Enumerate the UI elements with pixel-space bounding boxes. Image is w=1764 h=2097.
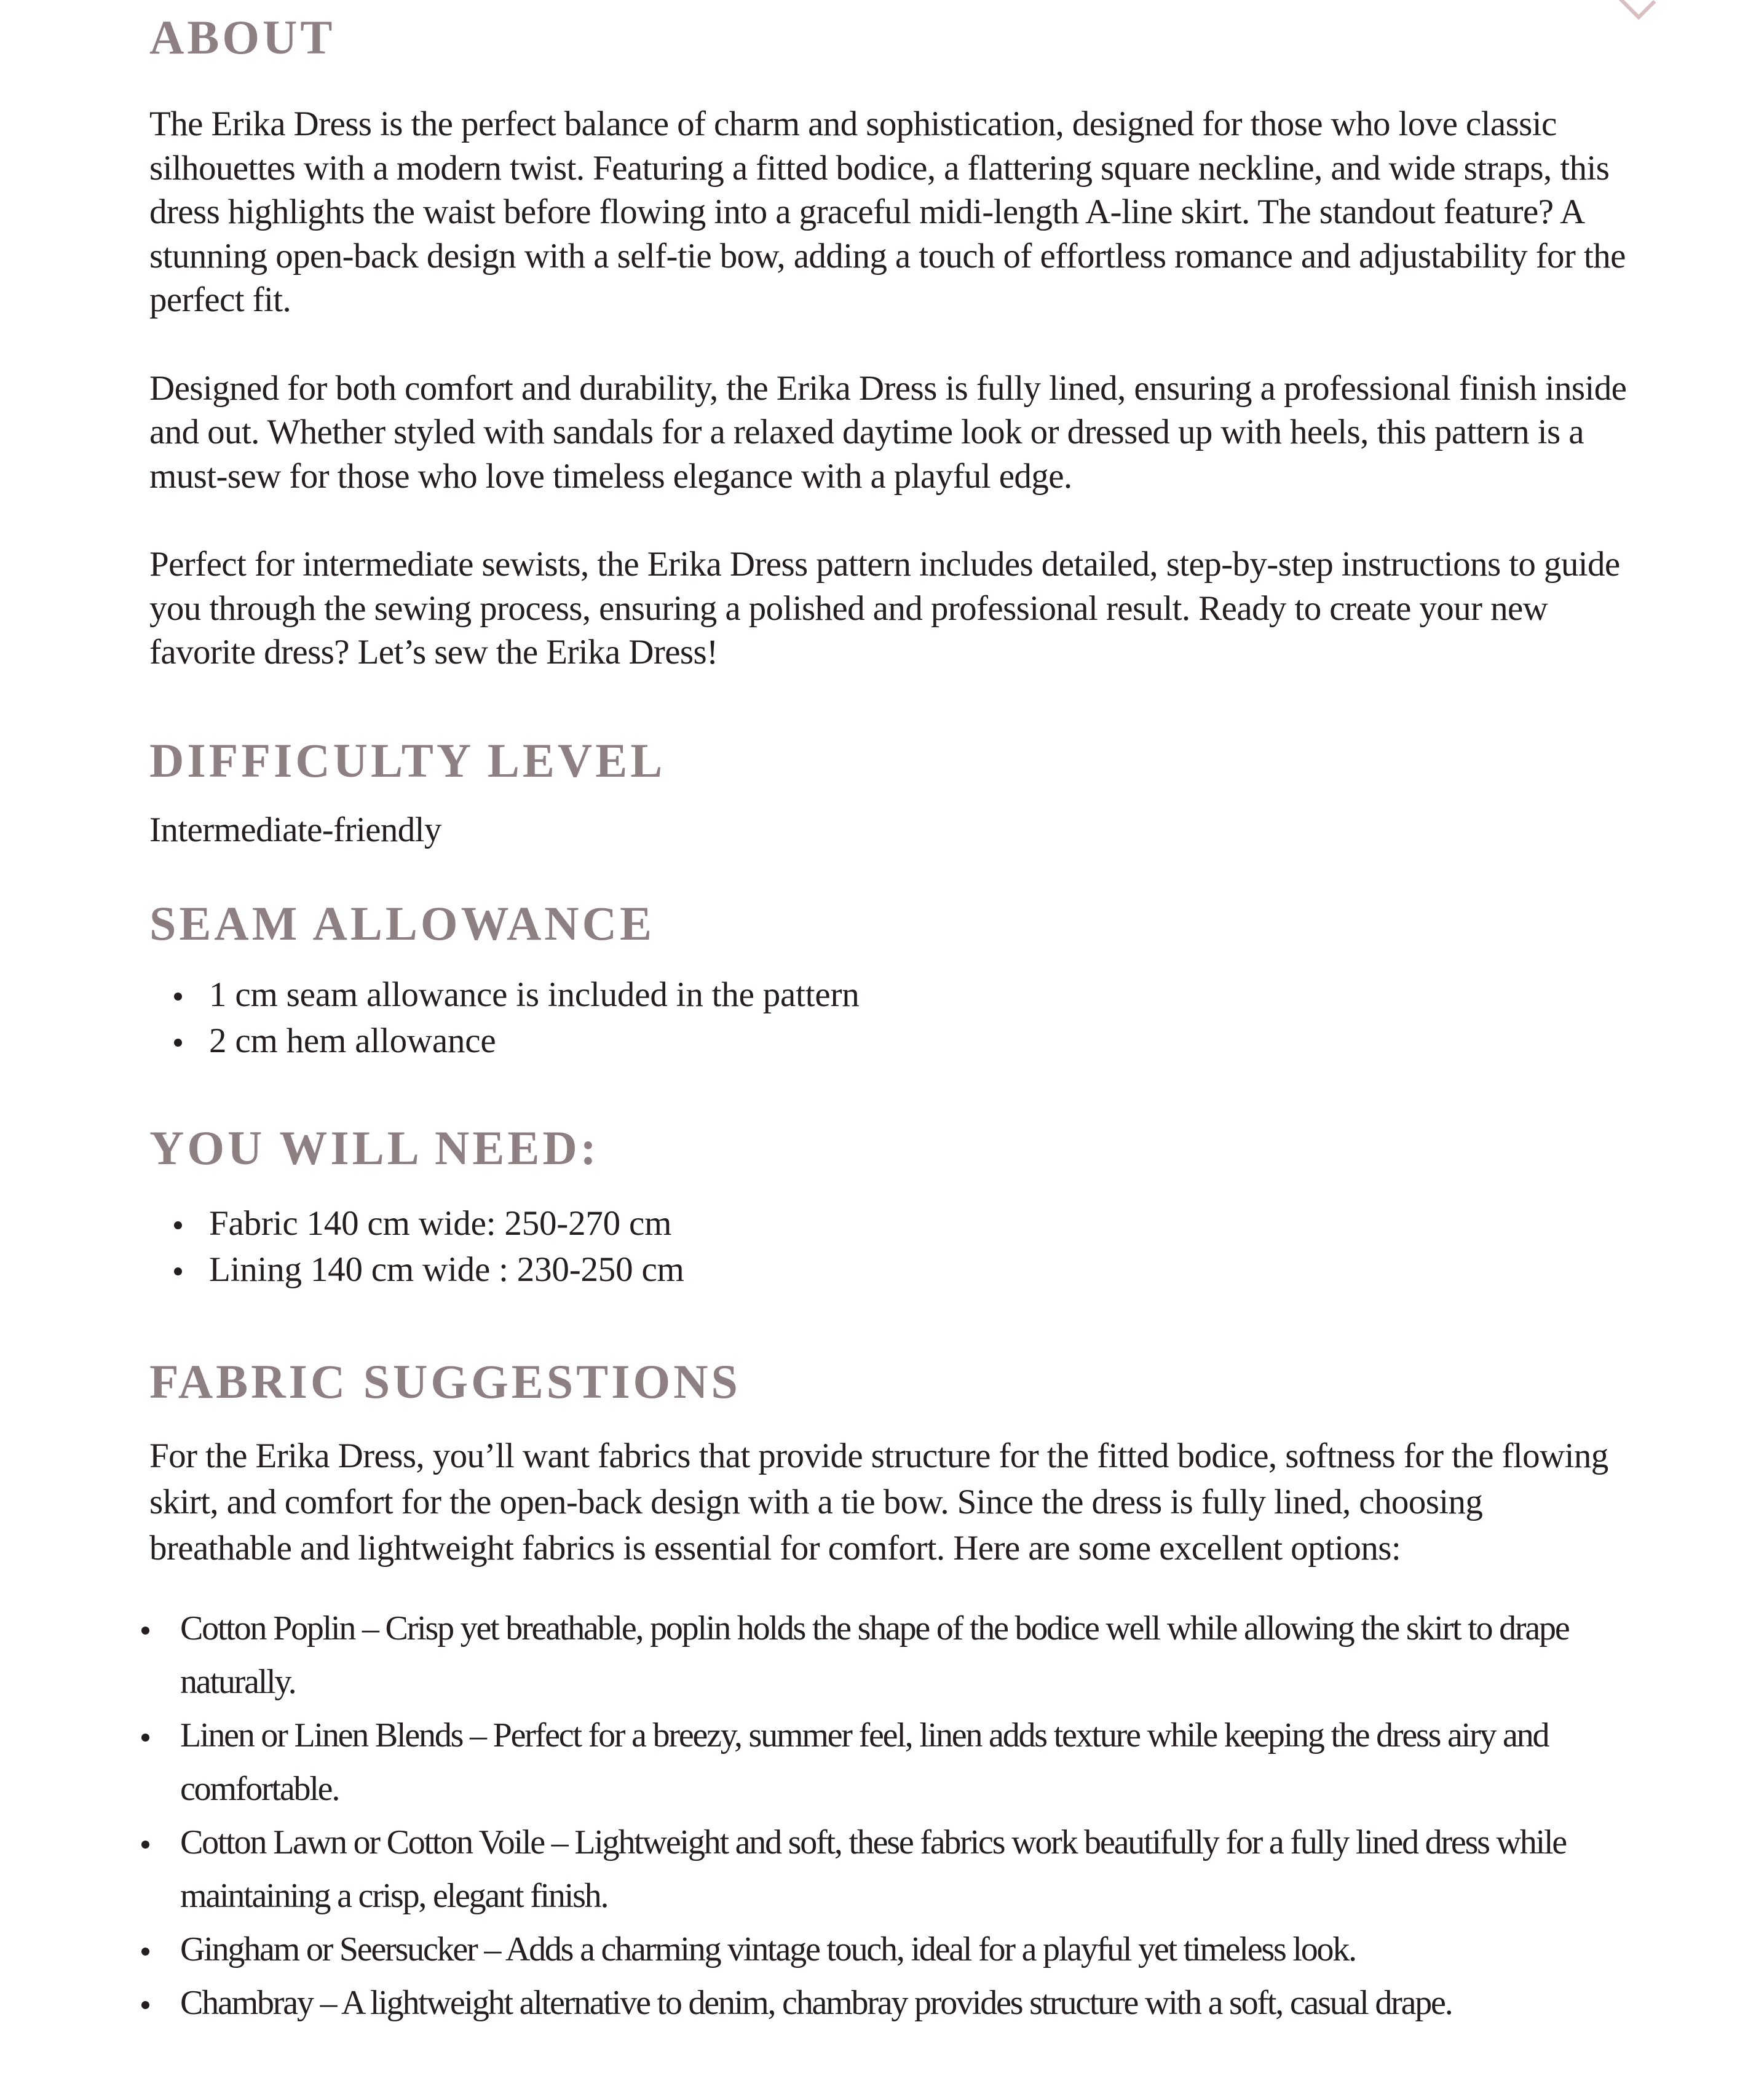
list-item: Gingham or Seersucker – Adds a charming vintage touch, ideal for a playful yet timeless look. <box>149 1923 1631 1976</box>
difficulty-heading: DIFFICULTY LEVEL <box>149 733 666 787</box>
about-paragraph-2: Designed for both comfort and durability, the Erika Dress is fully lined, ensuring a professional finish inside and out. Whether styled with sandals for a relaxed daytime look or dressed up with heels, this pattern is a must-sew for those who love timeless elegance with a playful edge. <box>149 368 1627 496</box>
about-paragraph-1: The Erika Dress is the perfect balance of charm and sophistication, designed for those who love classic silhouettes with a modern twist. Featuring a fitted bodice, a flattering square neckline, and wide straps, this dress highlights the waist before flowing into a graceful midi-length A-line skirt. The standout feature? A stunning open-back design with a self-tie bow, adding a touch of effortless romance and adjustability for the perfect fit. <box>149 105 1626 319</box>
list-item: Fabric 140 cm wide: 250-270 cm <box>149 1200 1631 1247</box>
fabric-suggestions-intro: For the Erika Dress, you’ll want fabrics that provide structure for the fitted bodice, softness for the flowing skirt, and comfort for the open-back design with a tie bow. Since the dress is fully lined, choosing breathable and lightweight fabrics is essential for comfort. Here are some excellent options: <box>149 1437 1608 1568</box>
about-section <box>149 102 1631 675</box>
pattern-description-page <box>149 0 1631 2030</box>
list-item: Cotton Poplin – Crisp yet breathable, poplin holds the shape of the bodice well while allowing the skirt to drape naturally. <box>149 1602 1631 1709</box>
list-item: Cotton Lawn or Cotton Voile – Lightweight and soft, these fabrics work beautifully for a fully lined dress while maintaining a crisp, elegant finish. <box>149 1816 1631 1923</box>
list-item: 1 cm seam allowance is included in the pattern <box>149 972 1631 1018</box>
about-heading: ABOUT <box>149 10 336 64</box>
seam-allowance-heading: SEAM ALLOWANCE <box>149 897 655 950</box>
about-paragraph-3: Perfect for intermediate sewists, the Erika Dress pattern includes detailed, step-by-step instructions to guide you through the sewing process, ensuring a polished and professional result. Ready to create your new favorite dress? Let’s sew the Erika Dress! <box>149 545 1620 672</box>
fabric-suggestions-heading: FABRIC SUGGESTIONS <box>149 1355 741 1408</box>
fabric-suggestions-list <box>149 1602 1631 2030</box>
list-item: Linen or Linen Blends – Perfect for a breezy, summer feel, linen adds texture while keeping the dress airy and comfortable. <box>149 1709 1631 1816</box>
list-item: Lining 140 cm wide : 230-250 cm <box>149 1247 1631 1293</box>
you-will-need-heading: YOU WILL NEED: <box>149 1121 599 1175</box>
list-item: 2 cm hem allowance <box>149 1018 1631 1064</box>
materials-list <box>149 1200 1631 1293</box>
list-item: Chambray – A lightweight alternative to denim, chambray provides structure with a soft, casual drape. <box>149 1976 1631 2030</box>
seam-allowance-list <box>149 972 1631 1064</box>
difficulty-text: Intermediate-friendly <box>149 810 441 849</box>
